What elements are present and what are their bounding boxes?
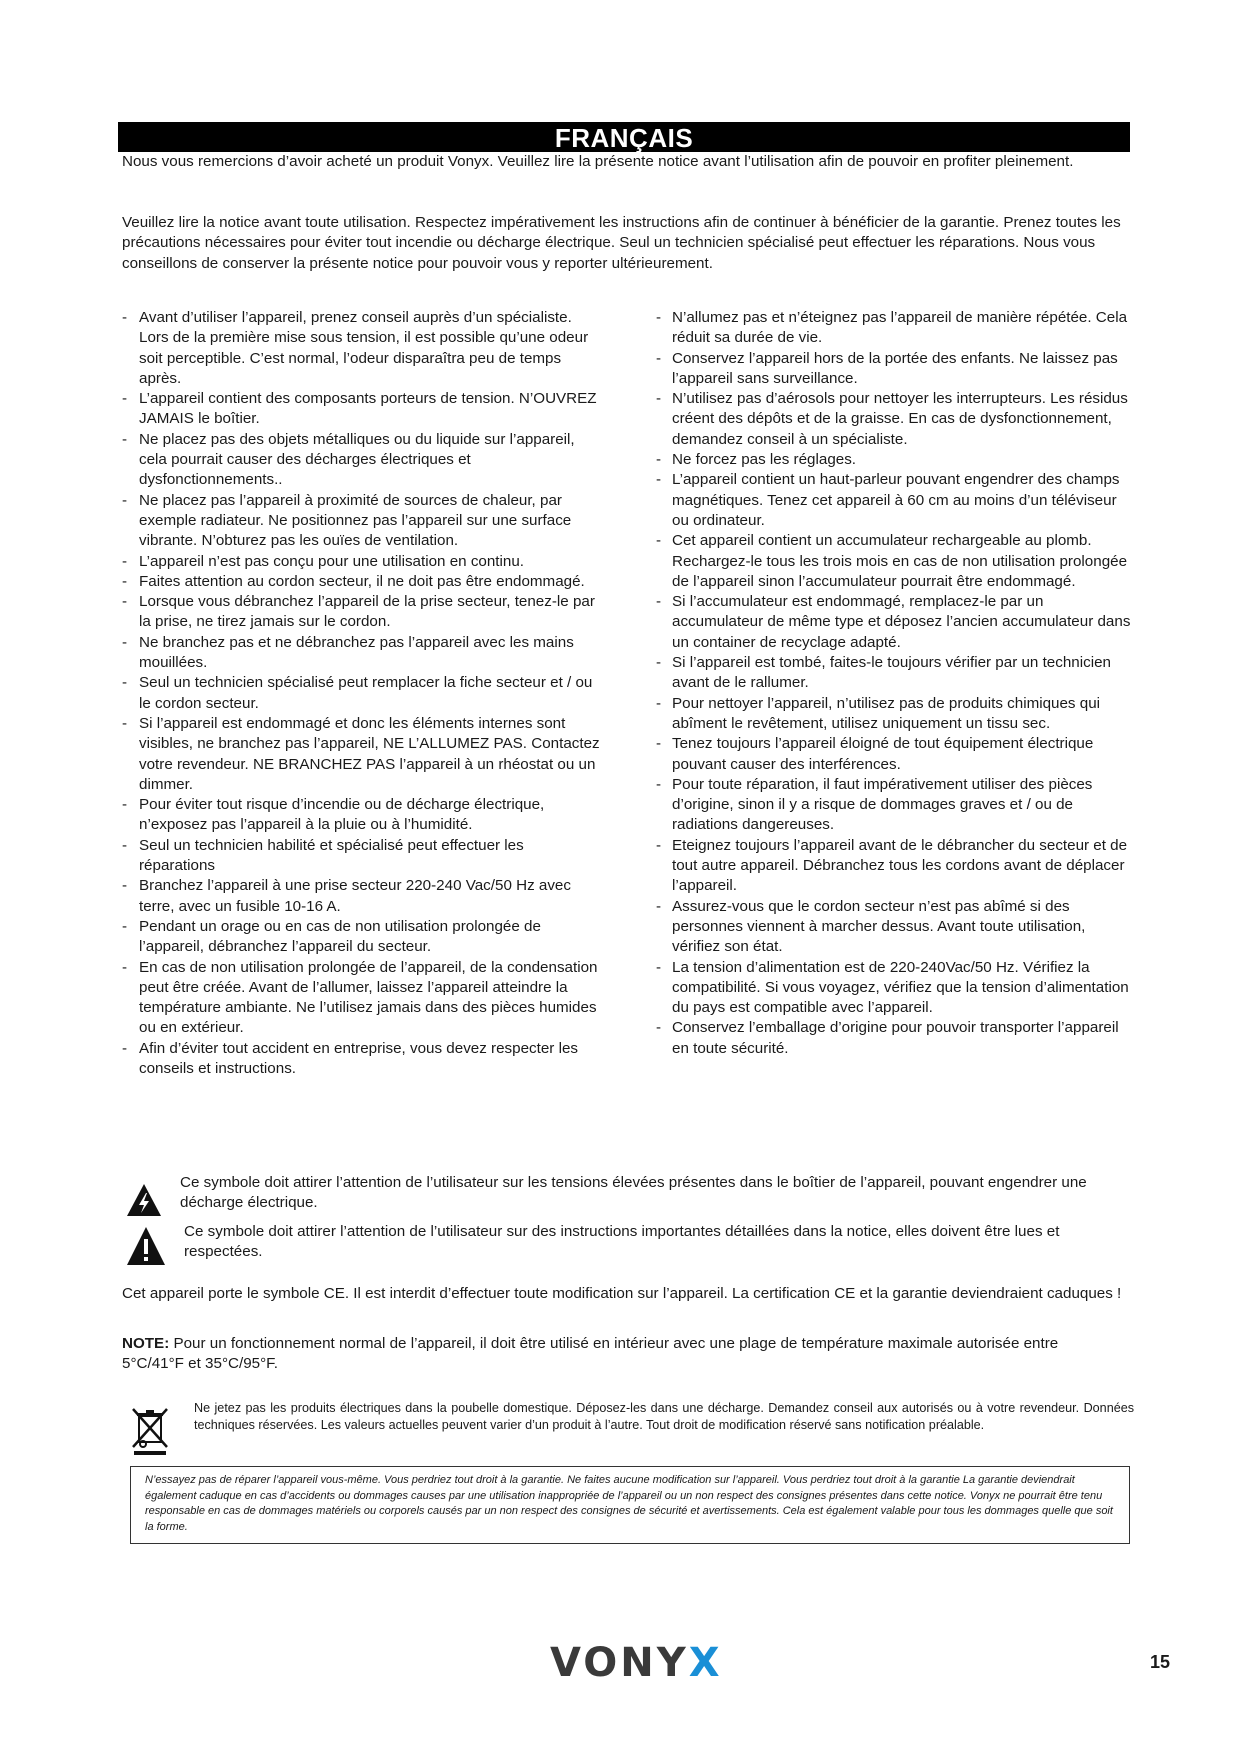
safety-item: - En cas de non utilisation prolongée de l’appareil, de la condensation peut être créée. Avant de l’allumer, laissez l’appareil atteindre la température ambiante. Ne l’utilisez jamais dans des pièces humides ou en extérieur. bbox=[122, 958, 602, 1039]
safety-list-left bbox=[122, 308, 602, 1079]
note-paragraph bbox=[122, 1334, 1122, 1375]
high-voltage-icon bbox=[126, 1183, 162, 1217]
safety-item: - Tenez toujours l’appareil éloigné de tout équipement électrique pouvant causer des interférences. bbox=[656, 734, 1134, 775]
safety-item: - Seul un technicien spécialisé peut remplacer la fiche secteur et / ou le cordon secteur. bbox=[122, 673, 602, 714]
safety-item: - Conservez l’emballage d’origine pour pouvoir transporter l’appareil en toute sécurité. bbox=[656, 1018, 1134, 1059]
vonyx-logo bbox=[550, 1640, 723, 1686]
safety-item: - Pour toute réparation, il faut impérativement utiliser des pièces d’origine, sinon il y a risque de dommages graves et / ou de radiations dangereuses. bbox=[656, 775, 1134, 836]
logo-text: VONY bbox=[550, 1640, 689, 1686]
voltage-symbol-text: Ce symbole doit attirer l’attention de l’utilisateur sur les tensions élevées présentes dans le boîtier de l’appareil, pouvant engendrer une décharge électrique. bbox=[180, 1174, 1087, 1212]
logo-accent: X bbox=[688, 1640, 723, 1686]
safety-item: - L’appareil contient des composants porteurs de tension. N’OUVREZ JAMAIS le boîtier. bbox=[122, 389, 602, 430]
safety-item: - Conservez l’appareil hors de la portée des enfants. Ne laissez pas l’appareil sans surveillance. bbox=[656, 349, 1134, 390]
safety-item: - Ne forcez pas les réglages. bbox=[656, 450, 1134, 470]
warranty-disclaimer-box: N’essayez pas de réparer l’appareil vous-même. Vous perdriez tout droit à la garantie. Ne faites aucune modification sur l’appareil. Vous perdriez tout droit à la garantie La garantie deviendrait également caduque en cas d’accidents ou dommages causes par une utilisation inappropriée de l’appareil ou un non respect des consignes présentes dans cette notice. Vonyx ne pourrait être tenu responsable en cas de dommages matériels ou corporels causés par un non respect des consignes de sécurité et avertissements. Cela est également valable pour tous les dommages quelle que soit la forme. bbox=[130, 1466, 1130, 1544]
voltage-symbol-row bbox=[122, 1173, 1132, 1217]
safety-item: - Si l’accumulateur est endommagé, remplacez-le par un accumulateur de même type et déposez l’ancien accumulateur dans un container de recyclage adapté. bbox=[656, 592, 1134, 653]
safety-list-right bbox=[656, 308, 1134, 1059]
note-text: Pour un fonctionnement normal de l’appareil, il doit être utilisé en intérieur avec une plage de température maximale autorisée entre 5°C/41°F et 35°C/95°F. bbox=[122, 1335, 1059, 1373]
safety-item: - Pour éviter tout risque d’incendie ou de décharge électrique, n’exposez pas l’appareil à la pluie ou à l’humidité. bbox=[122, 795, 602, 836]
weee-text: Ne jetez pas les produits électriques dans la poubelle domestique. Déposez-les dans une décharge. Demandez conseil aux autorisés ou à votre revendeur. Données techniques réservées. Les valeurs actuelles peuvent varier d’un produit à l’autre. Tout droit de modification réservé sans notification préalable. bbox=[194, 1401, 1134, 1432]
safety-item: - Afin d’éviter tout accident en entreprise, vous devez respecter les conseils et instructions. bbox=[122, 1039, 602, 1080]
safety-item: - Ne placez pas des objets métalliques ou du liquide sur l’appareil, cela pourrait causer des décharges électriques et dysfonctionnements.. bbox=[122, 430, 602, 491]
safety-item: - Lorsque vous débranchez l’appareil de la prise secteur, tenez-le par la prise, ne tirez jamais sur le cordon. bbox=[122, 592, 602, 633]
safety-item: - Cet appareil contient un accumulateur rechargeable au plomb. Rechargez-le tous les trois mois en cas de non utilisation prolongée de l’appareil sinon l’accumulateur pourrait être endommagé. bbox=[656, 531, 1134, 592]
safety-item: - Si l’appareil est endommagé et donc les éléments internes sont visibles, ne branchez pas l’appareil, NE L’ALLUMEZ PAS. Contactez votre revendeur. NE BRANCHEZ PAS l’appareil à un rhéostat ou un dimmer. bbox=[122, 714, 602, 795]
safety-item: - Pendant un orage ou en cas de non utilisation prolongée de l’appareil, débranchez l’appareil du secteur. bbox=[122, 917, 602, 958]
safety-item: - Seul un technicien habilité et spécialisé peut effectuer les réparations bbox=[122, 836, 602, 877]
language-header: FRANÇAIS bbox=[118, 122, 1130, 152]
safety-item: - L’appareil contient un haut-parleur pouvant engendrer des champs magnétiques. Tenez cet appareil à 60 cm au moins d’un téléviseur ou ordinateur. bbox=[656, 470, 1134, 531]
safety-item: - La tension d’alimentation est de 220-240Vac/50 Hz. Vérifiez la compatibilité. Si vous voyagez, vérifiez que la tension d’alimentation du pays est compatible avec l’appareil. bbox=[656, 958, 1134, 1019]
safety-item: - L’appareil n’est pas conçu pour une utilisation en continu. bbox=[122, 552, 602, 572]
warning-symbol-row bbox=[122, 1222, 1132, 1270]
safety-item: - Faites attention au cordon secteur, il ne doit pas être endommagé. bbox=[122, 572, 602, 592]
safety-item: - Assurez-vous que le cordon secteur n’est pas abîmé si des personnes viennent à marcher dessus. Avant toute utilisation, vérifiez son état. bbox=[656, 897, 1134, 958]
safety-item: - Avant d’utiliser l’appareil, prenez conseil auprès d’un spécialiste. Lors de la première mise sous tension, il est possible qu’une odeur soit perceptible. C’est normal, l’odeur disparaîtra peu de temps après. bbox=[122, 308, 602, 389]
weee-bin-icon bbox=[130, 1406, 170, 1456]
page-number: 15 bbox=[1150, 1652, 1171, 1672]
warning-icon bbox=[126, 1226, 166, 1266]
safety-item: - Eteignez toujours l’appareil avant de le débrancher du secteur et de tout autre appareil. Débranchez tous les cordons avant de déplacer l’appareil. bbox=[656, 836, 1134, 897]
safety-item: - Si l’appareil est tombé, faites-le toujours vérifier par un technicien avant de le rallumer. bbox=[656, 653, 1134, 694]
ce-paragraph: Cet appareil porte le symbole CE. Il est interdit d’effectuer toute modification sur l’appareil. La certification CE et la garantie deviendraient caduques ! bbox=[122, 1285, 1122, 1302]
warning-symbol-text: Ce symbole doit attirer l’attention de l’utilisateur sur des instructions importantes détaillées dans la notice, elles doivent être lues et respectées. bbox=[184, 1223, 1060, 1261]
weee-row bbox=[122, 1400, 1134, 1470]
note-label: NOTE: bbox=[122, 1335, 170, 1352]
intro-paragraph-1: Nous vous remercions d’avoir acheté un produit Vonyx. Veuillez lire la présente notice avant l’utilisation afin de pouvoir en profiter pleinement. bbox=[122, 153, 1074, 170]
safety-item: - N’utilisez pas d’aérosols pour nettoyer les interrupteurs. Les résidus créent des dépôts et de la graisse. En cas de dysfonctionnement, demandez conseil à un spécialiste. bbox=[656, 389, 1134, 450]
safety-item: - Pour nettoyer l’appareil, n’utilisez pas de produits chimiques qui abîment le revêtement, utilisez uniquement un tissu sec. bbox=[656, 694, 1134, 735]
safety-item: - Ne branchez pas et ne débranchez pas l’appareil avec les mains mouillées. bbox=[122, 633, 602, 674]
safety-item: - Ne placez pas l’appareil à proximité de sources de chaleur, par exemple radiateur. Ne positionnez pas l’appareil sur une surface vibrante. N’obturez pas les ouïes de ventilation. bbox=[122, 491, 602, 552]
intro-paragraph-2: Veuillez lire la notice avant toute utilisation. Respectez impérativement les instructions afin de continuer à bénéficier de la garantie. Prenez toutes les précautions nécessaires pour éviter tout incendie ou décharge électrique. Seul un technicien spécialisé peut effectuer les réparations. Nous vous conseillons de conserver la présente notice pour pouvoir vous y reporter ultérieurement. bbox=[122, 214, 1121, 272]
safety-item: - N’allumez pas et n’éteignez pas l’appareil de manière répétée. Cela réduit sa durée de vie. bbox=[656, 308, 1134, 349]
safety-item: - Branchez l’appareil à une prise secteur 220-240 Vac/50 Hz avec terre, avec un fusible 10-16 A. bbox=[122, 876, 602, 917]
